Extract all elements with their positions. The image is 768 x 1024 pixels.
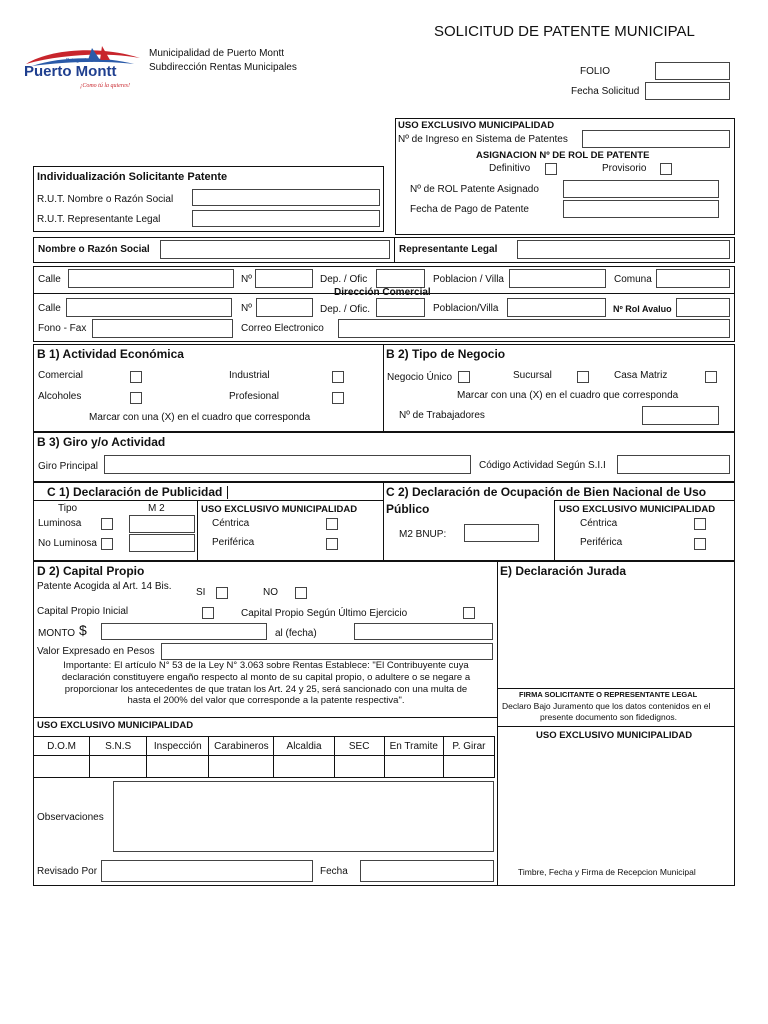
m2-bnup-label: M2 BNUP:	[399, 529, 447, 540]
page-title: SOLICITUD DE PATENTE MUNICIPAL	[434, 23, 695, 40]
col-alcaldia: Alcaldia	[274, 737, 334, 756]
numero-field-1[interactable]	[255, 269, 313, 288]
e-title: E) Declaración Jurada	[500, 564, 627, 578]
calle-field-2[interactable]	[66, 298, 232, 317]
direccion-comercial-title: Dirección Comercial	[334, 287, 431, 298]
cell-carabineros[interactable]	[209, 756, 274, 778]
no-luminosa-m2-field[interactable]	[129, 534, 195, 552]
no-luminosa-label: No Luminosa	[38, 538, 97, 549]
revisado-por-field[interactable]	[101, 860, 313, 882]
luminosa-checkbox[interactable]	[101, 518, 113, 530]
sucursal-checkbox[interactable]	[577, 371, 589, 383]
monto-field[interactable]	[101, 623, 267, 640]
individualizacion-title: Individualización Solicitante Patente	[37, 171, 228, 183]
b3-title: B 3) Giro y/o Actividad	[37, 435, 166, 449]
definitivo-label: Definitivo	[489, 163, 531, 174]
poblacion-villa-field-2[interactable]	[507, 298, 606, 317]
importante-text	[36, 660, 496, 707]
text-cursor	[227, 486, 228, 499]
uso-exclusivo-bottom-title: USO EXCLUSIVO MUNICIPALIDAD	[37, 720, 194, 731]
rut-nombre-label: R.U.T. Nombre o Razón Social	[37, 194, 174, 205]
c1-tipo-label: Tipo	[58, 503, 78, 514]
monto-label: MONTO	[38, 628, 76, 639]
acogida-label: Patente Acogida al Art. 14 Bis.	[37, 581, 172, 592]
b2-marcar-text: Marcar con una (X) en el cuadro que corresponda	[457, 390, 679, 401]
ingreso-field[interactable]	[582, 130, 730, 148]
revisado-por-label: Revisado Por	[37, 866, 98, 877]
dep-ofic-label-2: Dep. / Ofic.	[320, 304, 371, 315]
observaciones-label: Observaciones	[37, 812, 104, 823]
c1-mid-divider	[197, 500, 198, 561]
firma-line	[497, 688, 735, 689]
valor-pesos-field[interactable]	[161, 643, 493, 660]
col-sec: SEC	[334, 737, 384, 756]
rol-avaluo-label: Nº Rol Avaluo	[613, 304, 672, 314]
codigo-sii-field[interactable]	[617, 455, 730, 474]
col-en-tramite: En Tramite	[384, 737, 443, 756]
codigo-sii-label: Código Actividad Según S.I.I	[479, 460, 606, 471]
c2-centrica-checkbox[interactable]	[694, 518, 706, 530]
fecha-pago-label: Fecha de Pago de Patente	[410, 204, 529, 215]
ingreso-label: Nº de Ingreso en Sistema de Patentes	[398, 134, 568, 145]
dep-ofic-label-1: Dep. / Ofic	[320, 274, 368, 285]
c1-centrica-checkbox[interactable]	[326, 518, 338, 530]
poblacion-villa-label-2: Poblacion/Villa	[433, 303, 499, 314]
correo-label: Correo Electronico	[241, 323, 324, 334]
c2-title-2: Público	[386, 502, 430, 516]
nombre-razon-label: Nombre o Razón Social	[38, 244, 150, 255]
numero-label-1: Nº	[241, 274, 252, 285]
giro-principal-label: Giro Principal	[38, 461, 99, 472]
si-checkbox[interactable]	[216, 587, 228, 599]
provisorio-checkbox[interactable]	[660, 163, 672, 175]
numero-field-2[interactable]	[256, 298, 313, 317]
importante-line-2: declaración constituyere engaño respecto al monto de su capital propio, o adultere o se negare a	[61, 671, 471, 683]
col-carabineros: Carabineros	[209, 737, 274, 756]
importante-line-1: Importante: El artículo N° 53 de la Ley N° 3.063 sobre Rentas Establece: "El Contribuyente cuya	[63, 660, 469, 671]
col-inspeccion: Inspección	[147, 737, 209, 756]
calle-label-1: Calle	[38, 274, 61, 285]
col-dom: D.O.M	[34, 737, 90, 756]
d2-title: D 2) Capital Propio	[37, 564, 145, 578]
luminosa-m2-field[interactable]	[129, 515, 195, 533]
logo-text: Puerto Montt	[24, 63, 117, 80]
rol-asignado-field[interactable]	[563, 180, 719, 198]
c2-title: C 2) Declaración de Ocupación de Bien Nacional de Uso	[386, 485, 707, 499]
no-label: NO	[263, 587, 278, 598]
calle-label-2: Calle	[38, 303, 61, 314]
correo-field[interactable]	[338, 319, 730, 338]
nombre-razon-field[interactable]	[160, 240, 390, 259]
e-divider	[497, 726, 735, 727]
c1-centrica-label: Céntrica	[212, 518, 250, 529]
c2-mid-divider	[554, 500, 555, 561]
rol-avaluo-field[interactable]	[676, 298, 730, 317]
trabajadores-field[interactable]	[642, 406, 719, 425]
col-p-girar: P. Girar	[443, 737, 494, 756]
col-sns: S.N.S	[90, 737, 147, 756]
industrial-checkbox[interactable]	[332, 371, 344, 383]
fecha-field[interactable]	[360, 860, 494, 882]
casa-matriz-label: Casa Matriz	[614, 370, 668, 381]
b1-title: B 1) Actividad Económica	[37, 347, 184, 361]
cell-dom[interactable]	[34, 756, 90, 778]
cell-sns[interactable]	[90, 756, 147, 778]
folio-label: FOLIO	[580, 66, 611, 77]
comuna-label: Comuna	[614, 274, 652, 285]
c1-title-divider	[33, 500, 384, 501]
uso-exclusivo-top-title: USO EXCLUSIVO MUNICIPALIDAD	[398, 120, 555, 131]
rut-nombre-field[interactable]	[192, 189, 380, 206]
nombre-row-divider	[394, 237, 395, 263]
al-fecha-label: al (fecha)	[275, 628, 317, 639]
logo	[22, 44, 146, 94]
fecha-solicitud-field[interactable]	[645, 82, 730, 100]
capital-ultimo-label: Capital Propio Según Último Ejercicio	[241, 608, 408, 619]
provisorio-label: Provisorio	[602, 163, 647, 174]
c1-periferica-checkbox[interactable]	[326, 538, 338, 550]
industrial-label: Industrial	[229, 370, 270, 381]
representante-legal-label: Representante Legal	[399, 244, 498, 255]
b2-title: B 2) Tipo de Negocio	[386, 347, 506, 361]
cell-inspeccion[interactable]	[147, 756, 209, 778]
logo-small-text: Patagonia Chile	[66, 58, 102, 64]
al-fecha-field[interactable]	[354, 623, 493, 640]
c1-title: C 1) Declaración de Publicidad	[47, 485, 223, 499]
cell-sec[interactable]	[334, 756, 384, 778]
timbre-label: Timbre, Fecha y Firma de Recepcion Municipal	[518, 867, 696, 877]
asignacion-title: ASIGNACION Nº DE ROL DE PATENTE	[476, 150, 650, 161]
fecha-label: Fecha	[320, 866, 348, 877]
c2-uso-exclusivo: USO EXCLUSIVO MUNICIPALIDAD	[559, 504, 716, 515]
org-line-1: Municipalidad de Puerto Montt	[149, 48, 285, 59]
profesional-label: Profesional	[229, 391, 280, 402]
dep-ofic-field-1[interactable]	[376, 269, 425, 288]
table-row	[34, 756, 495, 778]
rol-asignado-label: Nº de ROL Patente Asignado	[410, 184, 539, 195]
e-box	[497, 561, 735, 886]
comercial-label: Comercial	[38, 370, 84, 381]
c1-periferica-label: Periférica	[212, 537, 255, 548]
oficinas-table	[33, 736, 495, 778]
profesional-checkbox[interactable]	[332, 392, 344, 404]
org-line-2: Subdirección Rentas Municipales	[149, 62, 297, 73]
c2-periferica-checkbox[interactable]	[694, 538, 706, 550]
folio-field[interactable]	[655, 62, 730, 80]
fecha-pago-field[interactable]	[563, 200, 719, 218]
rut-representante-label: R.U.T. Representante Legal	[37, 214, 161, 225]
alcoholes-checkbox[interactable]	[130, 392, 142, 404]
definitivo-checkbox[interactable]	[545, 163, 557, 175]
casa-matriz-checkbox[interactable]	[705, 371, 717, 383]
calle-field-1[interactable]	[68, 269, 234, 288]
importante-line-4: hasta el 200% del valor que corresponde a la patente respectiva".	[127, 695, 405, 707]
cell-alcaldia[interactable]	[274, 756, 334, 778]
b1-marcar-text: Marcar con una (X) en el cuadro que corresponda	[89, 412, 311, 423]
c2-periferica-label: Periférica	[580, 537, 623, 548]
representante-legal-field[interactable]	[517, 240, 730, 259]
fono-fax-field[interactable]	[92, 319, 233, 338]
capital-inicial-checkbox[interactable]	[202, 607, 214, 619]
c1-m2-label: M 2	[148, 503, 165, 514]
poblacion-villa-label-1: Poblacion / Villa	[433, 274, 504, 285]
table-header-row	[34, 737, 495, 756]
c2-centrica-label: Céntrica	[580, 518, 618, 529]
fono-fax-label: Fono - Fax	[38, 323, 87, 334]
poblacion-villa-field-1[interactable]	[509, 269, 606, 288]
logo-tagline: ¡Como tú la quieres!	[80, 83, 130, 89]
si-label: SI	[196, 587, 206, 598]
valor-pesos-label: Valor Expresado en Pesos	[37, 646, 155, 657]
luminosa-label: Luminosa	[38, 518, 82, 529]
rut-representante-field[interactable]	[192, 210, 380, 227]
declaro-line-2: presente documento son fidedignos.	[540, 712, 678, 722]
comuna-field[interactable]	[656, 269, 730, 288]
no-checkbox[interactable]	[295, 587, 307, 599]
no-luminosa-checkbox[interactable]	[101, 538, 113, 550]
m2-bnup-field[interactable]	[464, 524, 539, 542]
dollar-sign: $	[79, 622, 87, 638]
comercial-checkbox[interactable]	[130, 371, 142, 383]
e-uso-exclusivo: USO EXCLUSIVO MUNICIPALIDAD	[536, 730, 693, 741]
alcoholes-label: Alcoholes	[38, 391, 82, 402]
cell-p-girar[interactable]	[443, 756, 494, 778]
numero-label-2: Nº	[241, 303, 252, 314]
sucursal-label: Sucursal	[513, 370, 552, 381]
observaciones-field[interactable]	[113, 781, 494, 852]
capital-ultimo-checkbox[interactable]	[463, 607, 475, 619]
importante-line-3: proporcionar los antecedentes de que tratan los Art. 24 y 25, será sancionado con una multa de	[64, 683, 468, 695]
cell-en-tramite[interactable]	[384, 756, 443, 778]
giro-principal-field[interactable]	[104, 455, 471, 474]
declaro-line-1: Declaro Bajo Juramento que los datos contenidos en el	[502, 701, 711, 711]
trabajadores-label: Nº de Trabajadores	[399, 410, 485, 421]
dep-ofic-field-2[interactable]	[376, 298, 425, 317]
c1-uso-exclusivo: USO EXCLUSIVO MUNICIPALIDAD	[201, 504, 358, 515]
fecha-solicitud-label: Fecha Solicitud	[571, 86, 640, 97]
firma-label: FIRMA SOLICITANTE O REPRESENTANTE LEGAL	[519, 690, 698, 699]
c2-title-divider	[554, 500, 735, 501]
negocio-unico-checkbox[interactable]	[458, 371, 470, 383]
capital-inicial-label: Capital Propio Inicial	[37, 606, 129, 617]
negocio-unico-label: Negocio Único	[387, 372, 453, 383]
